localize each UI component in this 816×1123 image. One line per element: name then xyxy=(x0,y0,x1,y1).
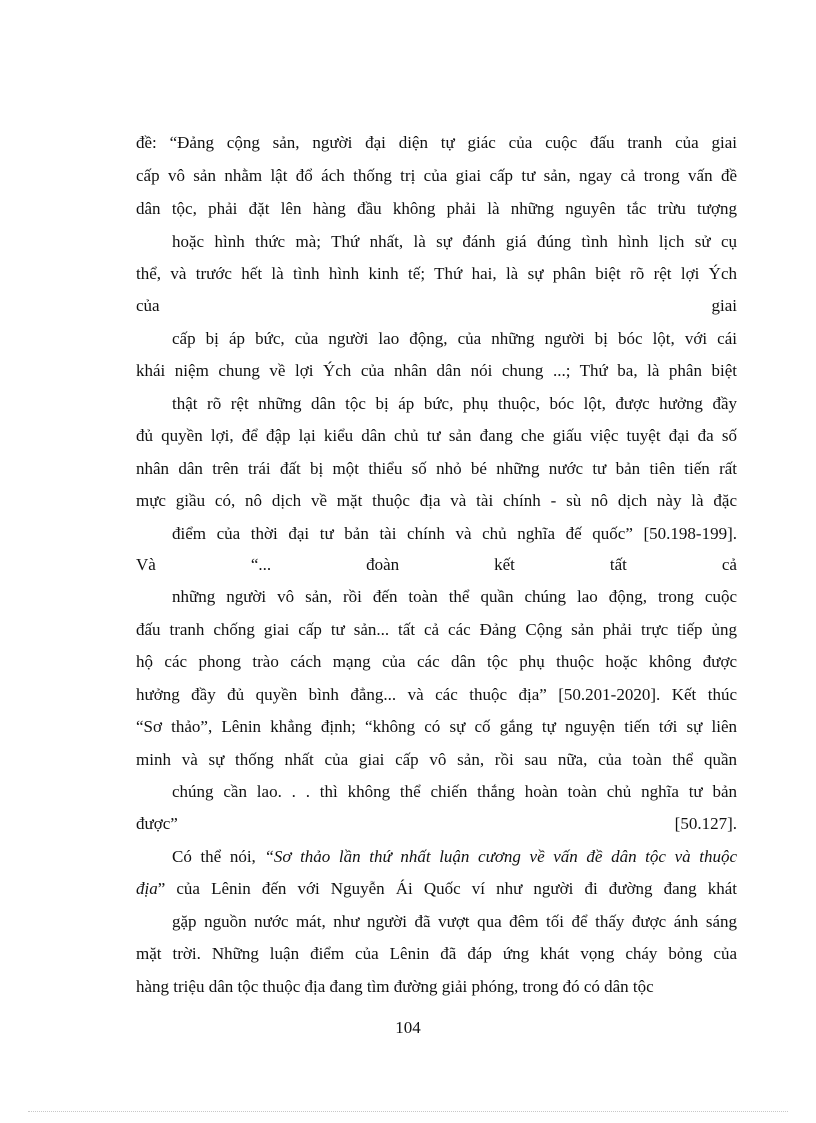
page-bottom-divider xyxy=(28,1111,788,1112)
text-fragment: cả xyxy=(721,555,737,574)
text-line: điểm của thời đại tư bản tài chính và chủ nghĩa đế quốc” [50.198-199]. xyxy=(172,524,737,543)
document-title-italic: “Sơ thảo lần thứ nhất luận cương về vấn đề dân tộc và thuộc xyxy=(264,847,737,866)
text-line: minh và sự thống nhất của giai cấp vô sản, rồi sau nữa, của toàn thể quần xyxy=(136,750,737,769)
text-fragment: của xyxy=(136,296,160,315)
text-line: hoặc hình thức mà; Thứ nhất, là sự đánh giá đúng tình hình lịch sử cụ xyxy=(172,232,737,251)
page-number: 104 xyxy=(395,1018,421,1037)
text-fragment: ” của Lênin đến với Nguyễn Ái Quốc ví như người đi đường đang khát xyxy=(157,879,737,898)
document-title-italic: địa xyxy=(136,879,158,898)
text-line: “Sơ thảo”, Lênin khẳng định; “không có sự cố gắng tự nguyện tiến tới sự liên xyxy=(136,717,737,736)
text-line xyxy=(136,877,737,901)
citation: [50.127]. xyxy=(674,814,737,833)
text-line: đề: “Đảng cộng sản, người đại diện tự giác của cuộc đấu tranh của giai xyxy=(136,133,737,152)
text-line: hộ các phong trào cách mạng của các dân tộc phụ thuộc hoặc không được xyxy=(136,652,737,671)
text-fragment: Có thể nói, xyxy=(172,847,265,866)
text-fragment: kết xyxy=(494,555,515,574)
text-fragment: được” xyxy=(136,814,178,833)
text-line: mặt trời. Những luận điểm của Lênin đã đáp ứng khát vọng cháy bỏng của xyxy=(136,944,737,963)
text-fragment: tất xyxy=(609,555,627,574)
text-line: mực giầu có, nô dịch về mặt thuộc địa và tài chính - sù nô dịch này là đặc xyxy=(136,491,737,510)
text-line: hưởng đầy đủ quyền bình đẳng... và các thuộc địa” [50.201-2020]. Kết thúc xyxy=(136,685,737,704)
text-fragment: giai xyxy=(711,296,737,315)
paragraph-first-line xyxy=(172,845,737,869)
text-line: chúng cần lao. . . thì không thể chiến thắng hoàn toàn chủ nghĩa tư bản xyxy=(172,782,737,801)
text-line: khái niệm chung về lợi Ých của nhân dân nói chung ...; Thứ ba, là phân biệt xyxy=(136,361,737,380)
text-fragment: đoàn xyxy=(366,555,400,574)
text-line: gặp nguồn nước mát, như người đã vượt qua đêm tối để thấy được ánh sáng xyxy=(172,912,737,931)
text-line: đủ quyền lợi, để đập lại kiểu dân chủ tư sản đang che giấu việc tuyệt đại đa số xyxy=(136,426,737,445)
text-line: thể, và trước hết là tình hình kinh tế; Thứ hai, là sự phân biệt rõ rệt lợi Ých xyxy=(136,264,737,283)
text-line: cấp vô sản nhằm lật đổ ách thống trị của giai cấp tư sản, ngay cả trong vấn đề xyxy=(136,166,737,185)
split-text-line xyxy=(136,294,737,318)
text-line: những người vô sản, rồi đến toàn thể quần chúng lao động, trong cuộc xyxy=(172,587,737,606)
text-line: nhân dân trên trái đất bị một thiểu số nhỏ bé những nước tư bản tiên tiến rất xyxy=(136,459,737,478)
text-fragment: Và xyxy=(136,555,156,574)
text-line: cấp bị áp bức, của người lao động, của những người bị bóc lột, với cái xyxy=(172,329,737,348)
split-text-line xyxy=(136,553,737,577)
text-fragment: “... xyxy=(250,555,272,574)
text-line: dân tộc, phải đặt lên hàng đầu không phải là những nguyên tắc trừu tượng xyxy=(136,199,737,218)
text-line: đấu tranh chống giai cấp tư sản... tất cả các Đảng Cộng sản phải trực tiếp ủng xyxy=(136,620,737,639)
split-text-line xyxy=(136,812,737,836)
text-line: hàng triệu dân tộc thuộc địa đang tìm đường giải phóng, trong đó có dân tộc xyxy=(136,977,654,996)
text-line: thật rõ rệt những dân tộc bị áp bức, phụ thuộc, bóc lột, được hưởng đầy xyxy=(172,394,737,413)
